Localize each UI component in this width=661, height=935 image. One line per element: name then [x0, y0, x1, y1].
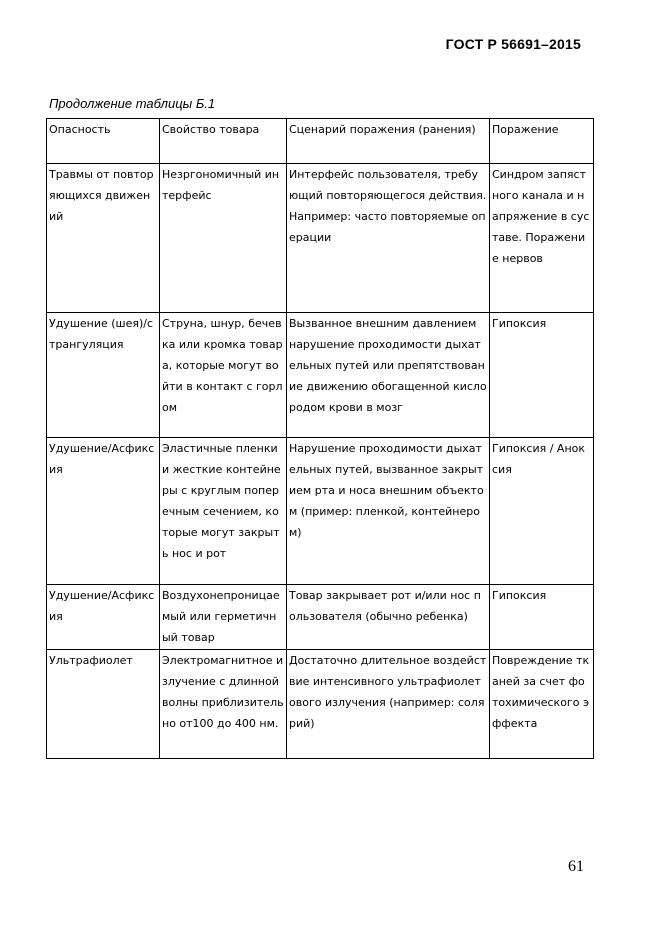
cell-hazard: Удушение/Асфиксия — [47, 585, 160, 650]
cell-injury: Гипоксия — [490, 313, 594, 438]
column-header-product-property: Свойство товара — [160, 119, 287, 164]
cell-hazard: Удушение (шея)/странгуляция — [47, 313, 160, 438]
cell-injury-scenario: Нарушение проходимости дыхательных путей, вызванное закрытием рта и носа внешним объектом (пример: пленкой, контейнером) — [287, 438, 490, 585]
table-caption: Продолжение таблицы Б.1 — [49, 96, 216, 111]
cell-hazard: Удушение/Асфиксия — [47, 438, 160, 585]
cell-product-property: Эластичные пленки и жесткие контейнеры с круглым поперечным сечением, которые могут закрыть нос и рот — [160, 438, 287, 585]
page-number: 61 — [568, 858, 584, 875]
hazard-table — [46, 118, 594, 759]
cell-product-property: Воздухонепроницаемый или герметичный товар — [160, 585, 287, 650]
column-header-injury-scenario: Сценарий поражения (ранения) — [287, 119, 490, 164]
table-row — [47, 164, 594, 313]
cell-injury: Гипоксия / Аноксия — [490, 438, 594, 585]
cell-injury-scenario: Вызванное внешним давлением нарушение проходимости дыхательных путей или препятствование движению обогащенной кислородом крови в мозг — [287, 313, 490, 438]
table-row — [47, 650, 594, 759]
table-row — [47, 438, 594, 585]
table-header-row — [47, 119, 594, 164]
cell-hazard: Травмы от повторяющихся движений — [47, 164, 160, 313]
cell-hazard: Ультрафиолет — [47, 650, 160, 759]
cell-injury: Повреждение тканей за счет фотохимического эффекта — [490, 650, 594, 759]
column-header-injury: Поражение — [490, 119, 594, 164]
column-header-hazard: Опасность — [47, 119, 160, 164]
standard-header: ГОСТ Р 56691–2015 — [445, 36, 581, 52]
cell-injury: Гипоксия — [490, 585, 594, 650]
cell-product-property: Незргономичный интерфейс — [160, 164, 287, 313]
cell-injury-scenario: Достаточно длительное воздействие интенсивного ультрафиолетового излучения (например: солярий) — [287, 650, 490, 759]
table-row — [47, 585, 594, 650]
cell-injury-scenario: Интерфейс пользователя, требующий повторяющегося действия. Например: часто повторяемые операции — [287, 164, 490, 313]
cell-injury-scenario: Товар закрывает рот и/или нос пользователя (обычно ребенка) — [287, 585, 490, 650]
cell-product-property: Струна, шнур, бечевка или кромка товара, которые могут войти в контакт с горлом — [160, 313, 287, 438]
table-row — [47, 313, 594, 438]
cell-product-property: Электромагнитное излучение с длинной волны приблизительно от100 до 400 нм. — [160, 650, 287, 759]
cell-injury: Синдром запястного канала и напряжение в суставе. Поражение нервов — [490, 164, 594, 313]
